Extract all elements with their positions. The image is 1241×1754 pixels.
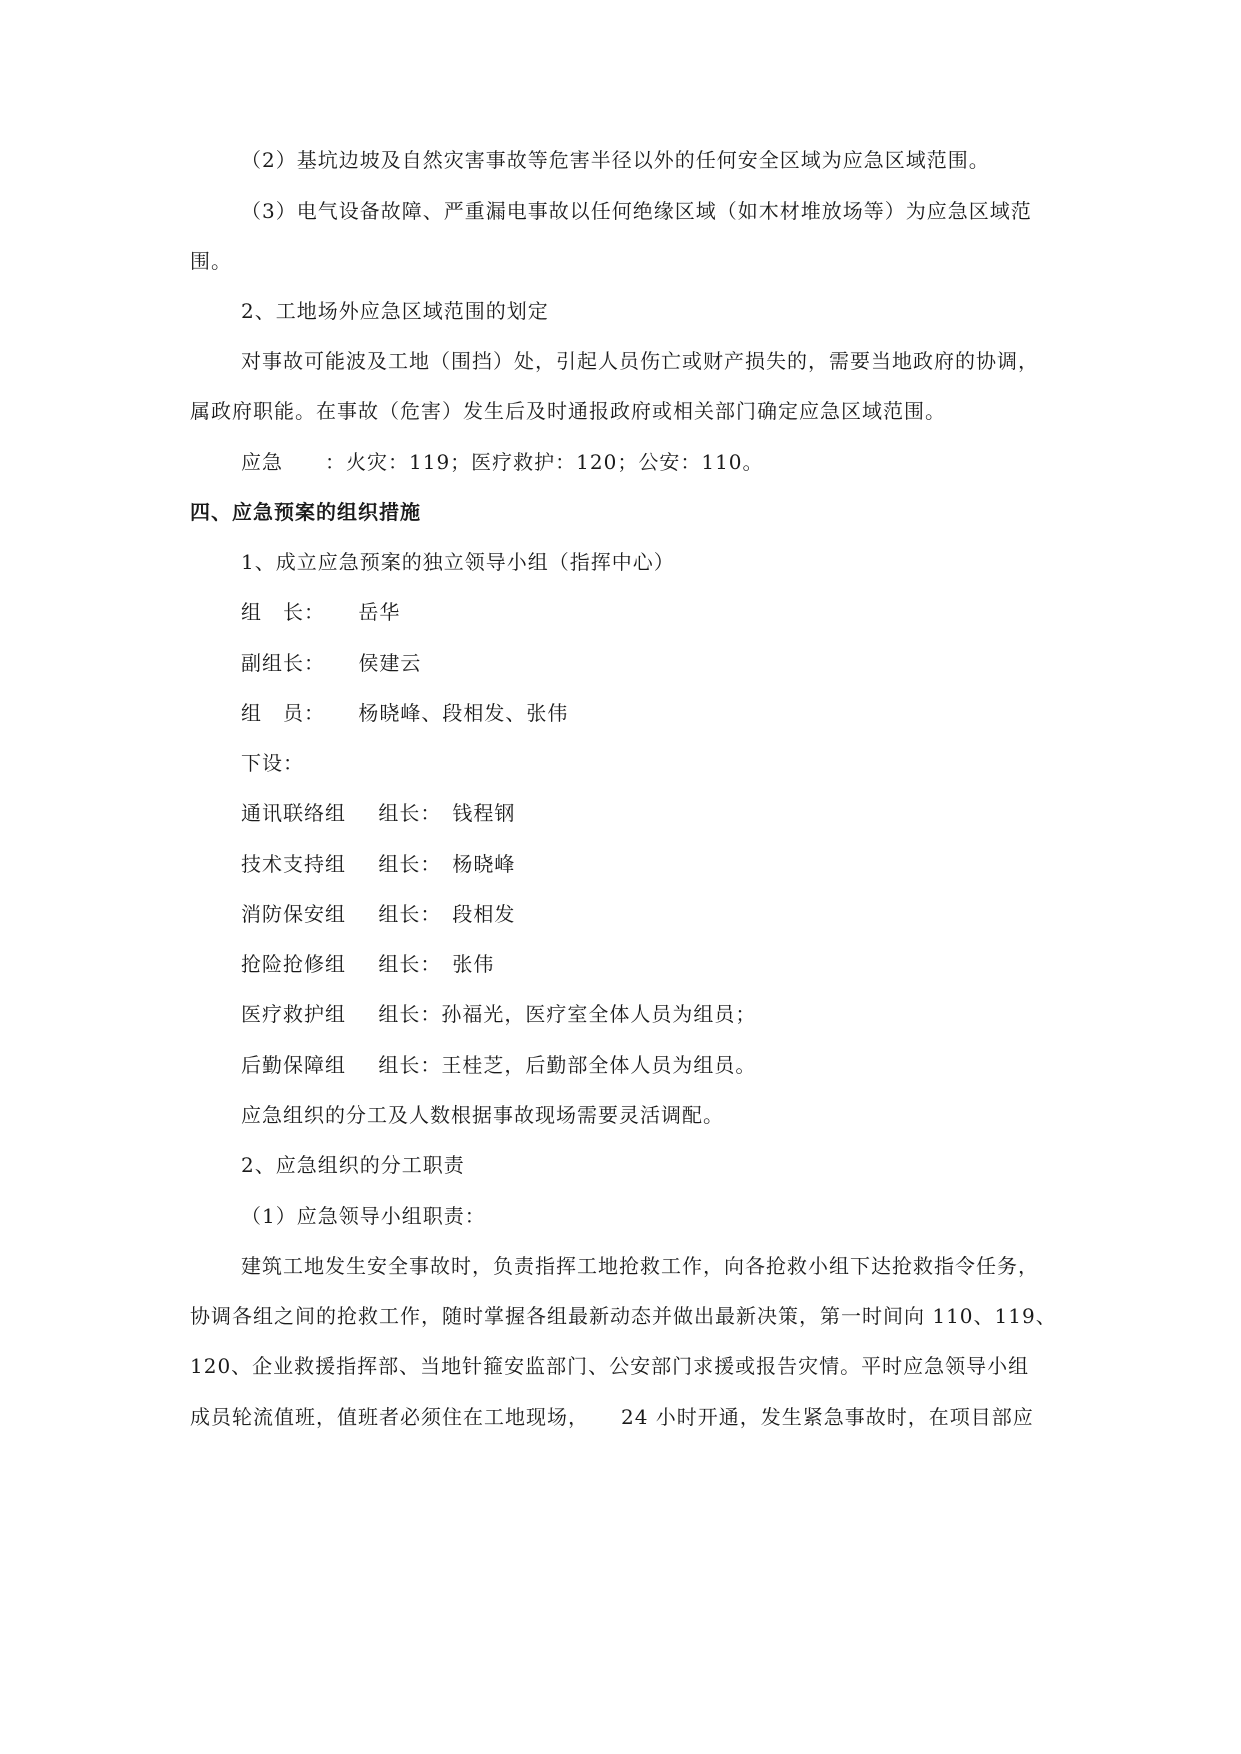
group-leader: 组长：王桂芝，后勤部全体人员为组员。 <box>378 1053 757 1077</box>
paragraph-electrical-line2: 围。 <box>190 249 232 273</box>
group-leader: 组长：孙福光，医疗室全体人员为组员； <box>378 1002 757 1026</box>
paragraph-duties-title: 2、应急组织的分工职责 <box>241 1153 465 1177</box>
group-name: 消防保安组 <box>241 902 346 926</box>
person-name: 侯建云 <box>358 651 422 675</box>
leader-row <box>241 598 400 626</box>
group-name: 医疗救护组 <box>241 1002 346 1026</box>
group-row <box>241 1000 756 1028</box>
paragraph-electrical-line1: （3）电气设备故障、严重漏电事故以任何绝缘区域（如木材堆放场等）为应急区域范 <box>241 199 1032 223</box>
emergency-phone-numbers: 应急 ：火灾：119；医疗救护：120；公安：110。 <box>241 450 764 474</box>
paragraph-offsite-title: 2、工地场外应急区域范围的划定 <box>241 299 549 323</box>
leader-row <box>241 649 421 677</box>
group-row <box>241 1051 756 1079</box>
paragraph-duties-line4: 成员轮流值班，值班者必须住在工地现场， 24 小时开通，发生紧急事故时，在项目部应 <box>190 1405 1034 1429</box>
paragraph-leading-duties: （1）应急领导小组职责： <box>241 1204 486 1228</box>
person-name: 岳华 <box>358 600 401 624</box>
section-heading-4: 四、应急预案的组织措施 <box>190 500 421 524</box>
leader-row <box>241 699 568 727</box>
role-label: 组 长： <box>241 600 325 624</box>
paragraph-offsite-line2: 属政府职能。在事故（危害）发生后及时通报政府或相关部门确定应急区域范围。 <box>190 399 946 423</box>
group-name: 技术支持组 <box>241 852 346 876</box>
group-leader: 组长： 张伟 <box>378 952 495 976</box>
group-leader: 组长： 杨晓峰 <box>378 852 516 876</box>
role-label: 组 员： <box>241 701 325 725</box>
paragraph-leading-group: 1、成立应急预案的独立领导小组（指挥中心） <box>241 550 675 574</box>
paragraph-flexible-allocation: 应急组织的分工及人数根据事故现场需要灵活调配。 <box>241 1103 724 1127</box>
group-row <box>241 850 515 878</box>
group-name: 通讯联络组 <box>241 801 346 825</box>
group-name: 抢险抢修组 <box>241 952 346 976</box>
paragraph-duties-line3: 120、企业救援指挥部、当地针箍安监部门、公安部门求援或报告灾情。平时应急领导小组 <box>190 1354 1030 1378</box>
group-leader: 组长： 段相发 <box>378 902 516 926</box>
group-row <box>241 950 494 978</box>
paragraph-offsite-line1: 对事故可能波及工地（围挡）处，引起人员伤亡或财产损失的，需要当地政府的协调， <box>241 349 1039 373</box>
role-label: 副组长： <box>241 651 325 675</box>
sub-groups-label: 下设： <box>241 751 304 775</box>
paragraph-duties-line1: 建筑工地发生安全事故时，负责指挥工地抢救工作，向各抢救小组下达抢救指令任务， <box>241 1254 1039 1278</box>
group-row <box>241 900 515 928</box>
group-name: 后勤保障组 <box>241 1053 346 1077</box>
paragraph-duties-line2: 协调各组之间的抢救工作，随时掌握各组最新动态并做出最新决策，第一时间向 110、119、 <box>190 1304 1057 1328</box>
paragraph-hazard-radius: （2）基坑边坡及自然灾害事故等危害半径以外的任何安全区域为应急区域范围。 <box>241 148 990 172</box>
group-leader: 组长： 钱程钢 <box>378 801 516 825</box>
group-row <box>241 799 515 827</box>
person-name: 杨晓峰、段相发、张伟 <box>358 701 569 725</box>
